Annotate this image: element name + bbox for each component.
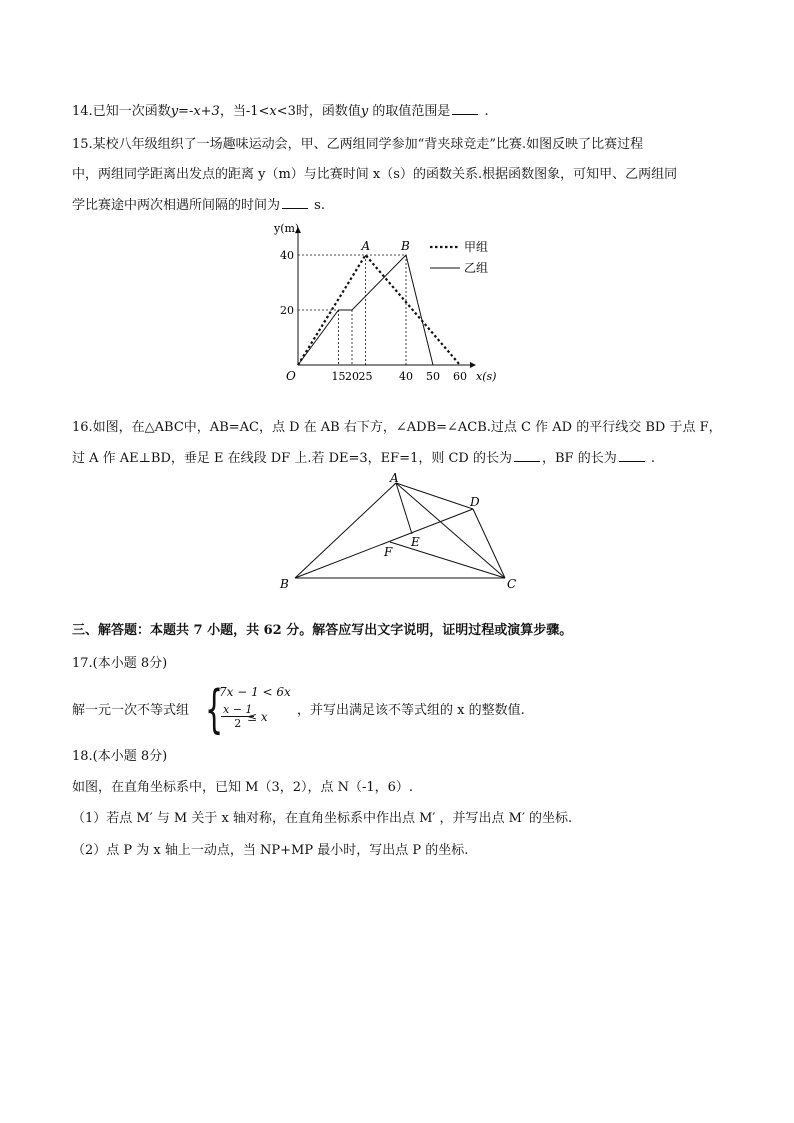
y-tick-label: 40 (280, 249, 294, 262)
inequality-system (205, 680, 305, 740)
q16-answer-blank-bf[interactable] (619, 449, 645, 462)
question-14 (72, 102, 489, 121)
chart-legend (430, 240, 488, 275)
q15-line-2: 中，两组同学距离出发点的距离 y（m）与比赛时间 x（s）的函数关系.根据函数图象，可知甲、乙两组同 (72, 167, 678, 182)
q18-header: 18.(本小题 8分) (72, 749, 168, 764)
q14-text-d: 的取值范围是 (368, 104, 451, 119)
legend-label-1: 乙组 (464, 261, 489, 275)
x-tick-label: 40 (399, 370, 413, 383)
x-tick-label: 50 (426, 370, 440, 383)
q14-text-b: ，当-1< (219, 104, 270, 119)
q15-line-3 (72, 196, 325, 215)
label-b: B (280, 577, 289, 591)
inequality-1: 7x − 1 < 6x (219, 685, 291, 699)
q14-answer-blank[interactable] (452, 102, 478, 115)
q14-var-y: y (360, 104, 369, 119)
segment-ae (396, 483, 412, 534)
left-brace: { (205, 680, 224, 740)
q14-var-x: x (269, 104, 277, 119)
section-3-heading: 三、解答题：本题共 7 小题，共 62 分。解答应写出文字说明，证明过程或演算步骤。 (72, 623, 573, 638)
q15-line-3-end: s. (310, 198, 325, 213)
triangle-figure (278, 471, 538, 591)
q15-answer-blank[interactable] (282, 196, 308, 209)
fraction-denominator: 2 (234, 717, 242, 730)
q17-suffix: ，并写出满足该不等式组的 x 的整数值. (297, 703, 525, 718)
inequality-2-rhs: ≤ x (247, 710, 268, 724)
q15-line-1: 15.某校八年级组织了一场趣味运动会，甲、乙两组同学参加“背夹球竞走”比赛.如图反映了比赛过程 (72, 137, 644, 152)
x-tick-label: 20 (345, 370, 359, 383)
q16-line-2-text-b: ，BF 的长为 (541, 451, 617, 466)
distance-time-chart (270, 220, 530, 385)
tick-labels (280, 249, 467, 383)
q17-prefix: 解一元一次不等式组 (72, 703, 190, 718)
legend-label-0: 甲组 (464, 240, 489, 254)
label-f: F (384, 545, 393, 559)
fraction-numerator: x − 1 (223, 703, 253, 716)
segment-ad (396, 483, 473, 509)
x-tick-label: 25 (358, 370, 373, 383)
segment-ac (396, 483, 505, 578)
segment-ab (295, 483, 396, 578)
origin-label: O (286, 369, 296, 383)
label-e: E (411, 535, 420, 549)
q18-line-2: （1）若点 M′ 与 M 关于 x 轴对称，在直角坐标系中作出点 M′ ，并写出点 M′ 的坐标. (72, 811, 573, 826)
point-label-b: B (401, 239, 410, 253)
segment-bd (295, 509, 473, 578)
segment-fc (390, 542, 505, 578)
q17-header: 17.(本小题 8分) (72, 656, 168, 671)
q14-text-c: <3时，函数值 (276, 104, 361, 119)
q16-line-2-text-a: 过 A 作 AE⊥BD，垂足 E 在线段 DF 上.若 DE=3，EF=1，则 CD 的长为 (72, 451, 512, 466)
q16-line-2 (72, 449, 655, 468)
q18-line-1: 如图，在直角坐标系中，已知 M（3，2），点 N（-1，6）. (72, 780, 414, 795)
q14-end: . (480, 104, 489, 119)
point-labels (361, 239, 411, 253)
q16-line-2-text-c: . (646, 451, 655, 466)
x-axis-label: x(s) (476, 370, 497, 383)
q18-line-3: （2）点 P 为 x 轴上一动点，当 NP+MP 最小时，写出点 P 的坐标. (72, 843, 469, 858)
label-c: C (507, 577, 517, 591)
segment-dc (473, 509, 505, 578)
y-tick-label: 20 (280, 304, 294, 317)
y-axis-label: y(m) (274, 222, 300, 235)
x-tick-label: 15 (331, 370, 346, 383)
q16-line-1: 16.如图，在△ABC中，AB=AC，点 D 在 AB 右下方，∠ADB=∠ACB.过点 C 作 AD 的平行线交 BD 于点 F， (72, 420, 722, 435)
q16-answer-blank-cd[interactable] (514, 449, 540, 462)
q15-line-3-text: 学比赛途中两次相遇所间隔的时间为 (72, 198, 281, 213)
q14-number: 14. (72, 104, 93, 119)
point-label-a: A (361, 239, 371, 253)
q14-text-a: 已知一次函数 (92, 104, 171, 119)
q14-expression: y=-x+3 (170, 104, 220, 119)
label-a: A (390, 471, 399, 485)
x-tick-label: 60 (453, 370, 467, 383)
label-d: D (470, 495, 480, 509)
